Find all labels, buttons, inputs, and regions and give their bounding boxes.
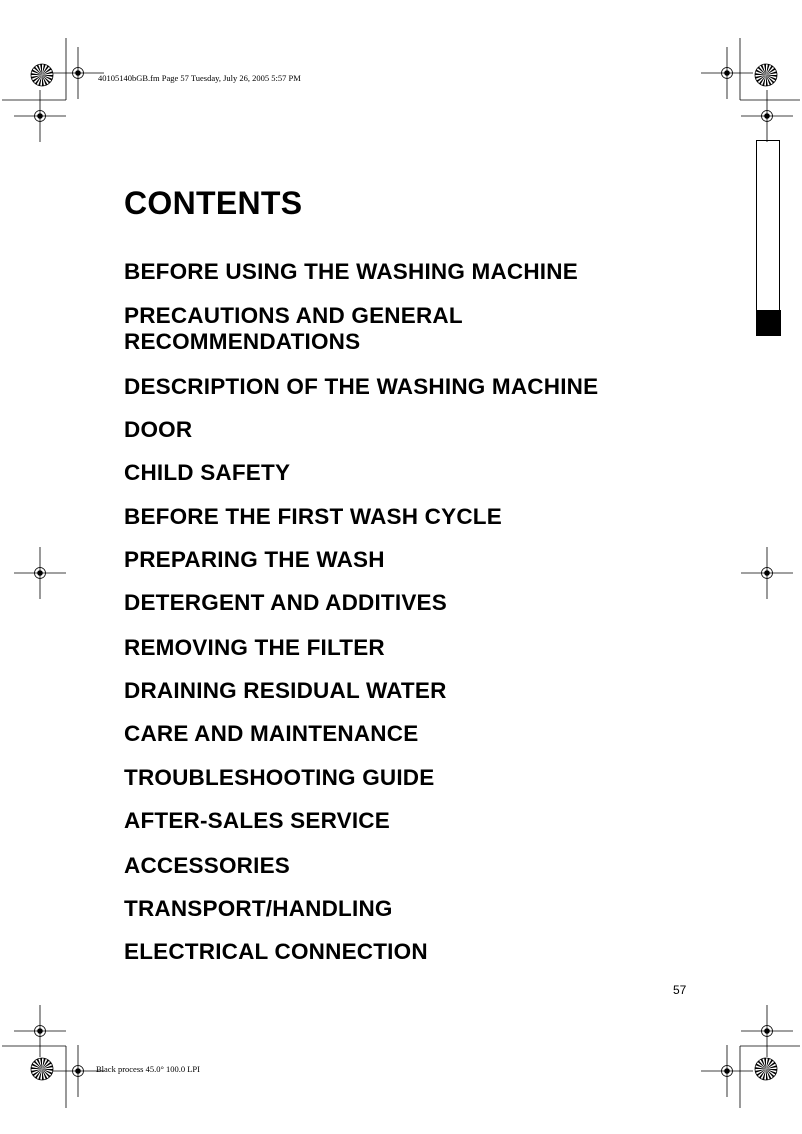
registration-mark-left-bottom <box>14 1005 66 1057</box>
toc-item: CHILD SAFETY <box>124 460 291 485</box>
registration-mark-left-middle <box>14 547 66 599</box>
toc-item: BEFORE USING THE WASHING MACHINE <box>124 259 578 284</box>
toc-item: DETERGENT AND ADDITIVES <box>124 590 447 615</box>
star-target-top-left <box>31 64 53 86</box>
section-tab-marker <box>756 310 781 336</box>
toc-item: RECOMMENDATIONS <box>124 329 361 354</box>
registration-mark-bottom-right <box>701 1045 753 1097</box>
registration-mark-right-top <box>741 90 793 142</box>
toc-item: ACCESSORIES <box>124 853 290 878</box>
toc-item: DOOR <box>124 417 193 442</box>
toc-item: AFTER-SALES SERVICE <box>124 808 390 833</box>
toc-item: ELECTRICAL CONNECTION <box>124 939 428 964</box>
page-title: CONTENTS <box>124 185 303 221</box>
registration-mark-right-middle <box>741 547 793 599</box>
registration-mark-left-top <box>14 90 66 142</box>
toc-item: REMOVING THE FILTER <box>124 635 385 660</box>
section-tab-outline <box>756 140 780 310</box>
toc-item: TRANSPORT/HANDLING <box>124 896 393 921</box>
page-number: 57 <box>673 983 687 997</box>
toc-item: CARE AND MAINTENANCE <box>124 721 419 746</box>
registration-mark-top-left <box>52 47 104 99</box>
star-target-bottom-left <box>31 1058 53 1080</box>
star-target-top-right <box>755 64 777 86</box>
registration-mark-top-right <box>701 47 753 99</box>
toc-item: BEFORE THE FIRST WASH CYCLE <box>124 504 502 529</box>
toc-item: PRECAUTIONS AND GENERAL <box>124 303 463 328</box>
footer-slug: Black process 45.0° 100.0 LPI <box>96 1064 200 1074</box>
toc-item: PREPARING THE WASH <box>124 547 385 572</box>
toc-item: DRAINING RESIDUAL WATER <box>124 678 447 703</box>
toc-item: DESCRIPTION OF THE WASHING MACHINE <box>124 374 599 399</box>
registration-mark-right-bottom <box>741 1005 793 1057</box>
header-slug: 40105140bGB.fm Page 57 Tuesday, July 26, 2005 5:57 PM <box>98 73 301 83</box>
toc-item: TROUBLESHOOTING GUIDE <box>124 765 435 790</box>
star-target-bottom-right <box>755 1058 777 1080</box>
